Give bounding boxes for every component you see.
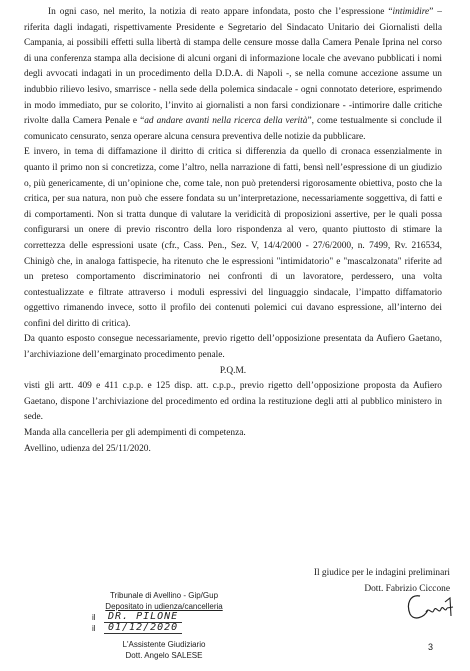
stamp-label-il: il xyxy=(92,623,96,633)
paragraph-diritto-critica: E invero, in tema di diffamazione il diritto di critica si differenzia da quello di cronaca essenzialmente in quanto il primo non si concretizza, come l’altro, nella narrazione di fatti, bensì nell’espressione di un giudizio o, più genericamente, di un’opinione che, come tale, non può pretendersi rigorosamente obiettiva, posto che la critica, per sua natura, non può che essere fondata su un’interpretazione, necessariamente soggettiva, di fatti e di comportamenti. Non si tratta dunque di valutare la veridicità di proposizioni assertive, per le quali possa configurarsi un onere di previo riscontro della loro rispondenza al vero, quanto piuttosto di stimare la correttezza delle espressioni usate (cfr., Cass. Pen., Sez. V, 14/4/2000 - 27/6/2000, n. 7499, Rv. 216534, Chinigò che, in analoga fattispecie, ha ritenuto che le espressioni "intimidatorio" e "mascalzonata" riferite ad un preteso comportamento discriminatorio nei confronti di un lavoratore, perdessero, una volta contestualizzate e filtrate attraverso i moduli espressivi del linguaggio sindacale, l’impatto diffamatorio oggettivo rimanendo invece, sotto il profilo dei contenuti polemici cui davano espressione, all’interno dei confini del diritto di critica). xyxy=(24,147,442,329)
quote-verita: ad andare avanti nella ricerca della verità xyxy=(144,116,308,127)
pqm-heading: P.Q.M. xyxy=(219,365,247,376)
stamp-court: Tribunale di Avellino - Gip/Gup xyxy=(109,591,219,600)
handwritten-signature xyxy=(404,590,454,624)
judge-name: Dott. Fabrizio Ciccone xyxy=(364,583,450,594)
paragraph-merito: In ogni caso, nel merito, la notizia di reato appare infondata, posto che l’espressione “intimidire” – riferita dagli indagati, rispettivamente Presidente e Segretario del Sindacato Unitario dei Giornalisti della Campania, ai possibili effetti sulla libertà di stampa delle censure mosse dalla Camera Penale Iprina nel corso di una conferenza stampa alla decisione di alcuni organi di informazione locale che avevano pubblicati i nomi degli avvocati indagati in un procedimento della D.D.A. di Napoli -, se nella comune accezione assume un indubbio rilievo lesivo, smarrisce - nella sede della polemica sindacale - ogni connotato deteriore, esprimendo in modo immediato, pur se colorito, l’invito ai giornalisti a non farsi condizionare - -intimorire dalle critiche rivolte dalla Camera Penale e “ad andare avanti nella ricerca della verità”, come testualmente si conclude il comunicato censurato, senza operare alcuna censura preventiva delle notizie da pubblicare. xyxy=(24,7,442,142)
paragraph-conclusione: Da quanto esposto consegue necessariamente, previo rigetto dell’opposizione presentata da Aufiero Gaetano, l’archiviazione dell’emarginato procedimento penale. xyxy=(24,334,442,361)
stamp-officer-role: L'Assistente Giudiziario xyxy=(122,640,206,649)
deposit-stamp xyxy=(92,591,236,661)
judge-title: Il giudice per le indagini preliminari xyxy=(313,568,450,578)
quote-intimidire: intimidire xyxy=(392,7,430,17)
paragraph-cancelleria: Manda alla cancelleria per gli adempimenti di competenza. xyxy=(24,428,246,439)
paragraph-data-udienza: Avellino, udienza del 25/11/2020. xyxy=(24,443,151,454)
stamp-handwritten-name: DR. PILONE xyxy=(104,612,182,623)
stamp-officer-name: Dott. Angelo SALESE xyxy=(125,650,203,660)
stamp-label-in: il xyxy=(92,612,96,622)
paragraph-dispositivo: visti gli artt. 409 e 411 c.p.p. e 125 disp. att. c.p.p., previo rigetto dell’opposizione proposta da Aufiero Gaetano, dispone l’archiviazione del procedimento ed ordina la restituzione degli atti al pubblico ministero in sede. xyxy=(24,381,442,423)
stamp-handwritten-date: 01/12/2020 xyxy=(104,623,182,634)
stamp-row-date xyxy=(92,623,236,634)
page-number: 3 xyxy=(428,642,434,652)
body-text xyxy=(24,5,442,457)
stamp-deposit: Depositato in udienza/cancelleria xyxy=(105,601,223,611)
